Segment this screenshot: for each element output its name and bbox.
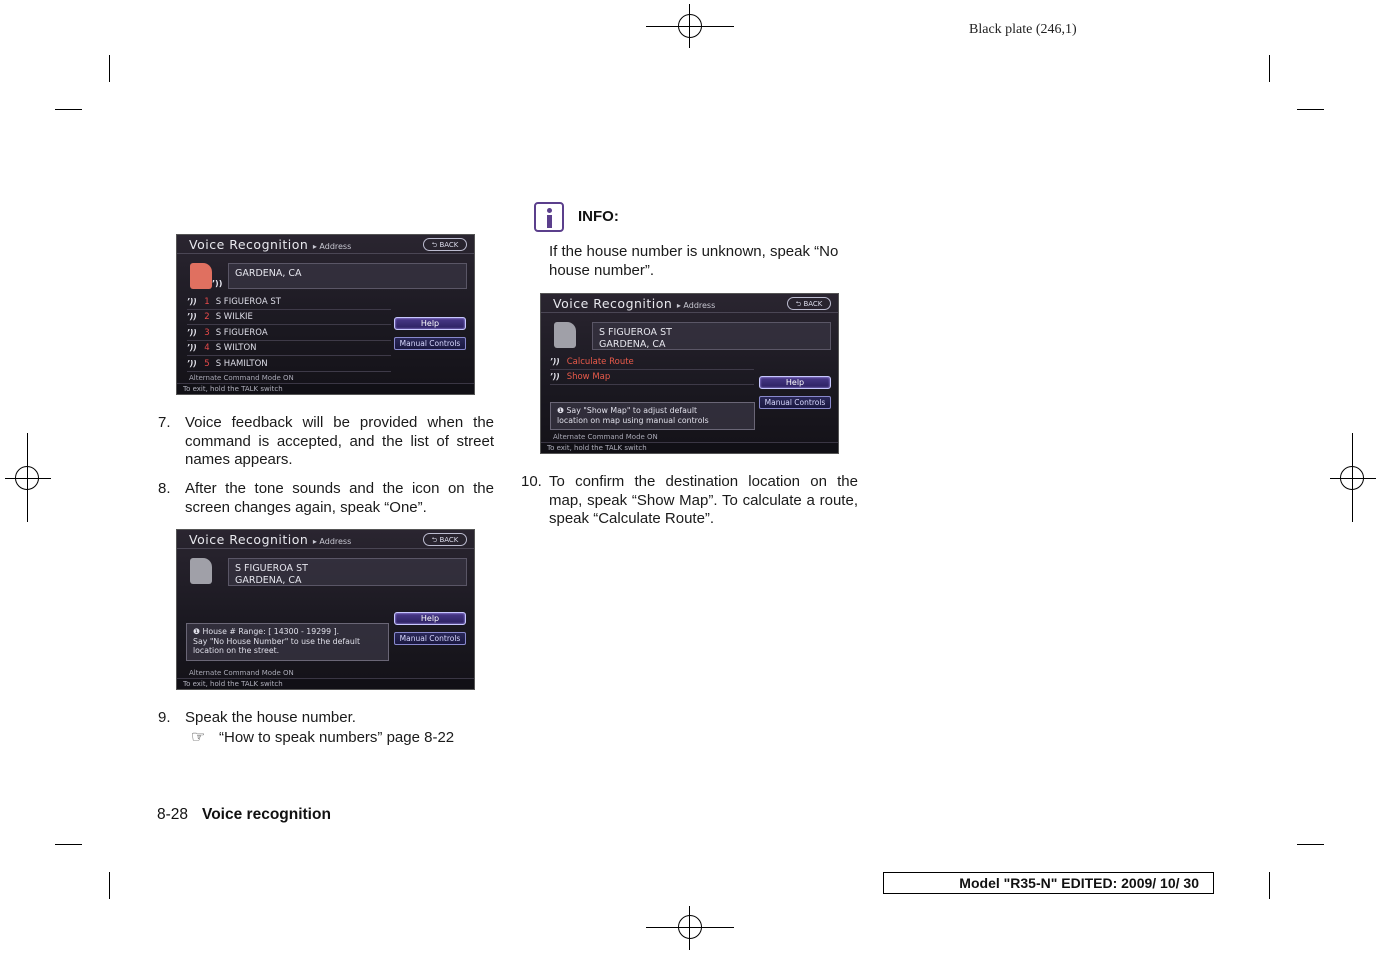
show-map-info: ❶ Say "Show Map" to adjust default location on map using manual controls: [550, 402, 755, 430]
screen-street-list: [176, 234, 475, 395]
back-button[interactable]: ⮌ BACK: [787, 297, 831, 310]
help-button[interactable]: Help: [394, 612, 466, 625]
manual-controls-button[interactable]: Manual Controls: [394, 337, 466, 350]
screen-title: Voice Recognition ▸ Address: [553, 296, 716, 311]
exit-hint: To exit, hold the TALK switch: [177, 678, 474, 689]
screen-house-number: [176, 529, 475, 690]
info-title: INFO:: [578, 208, 619, 225]
alternate-mode-status: Alternate Command Mode ON: [189, 669, 294, 677]
calculate-route-item[interactable]: ʼ)) Calculate Route: [550, 355, 754, 370]
back-button[interactable]: ⮌ BACK: [423, 238, 467, 251]
voice-head-icon: [190, 263, 212, 289]
address-field: S FIGUEROA ST GARDENA, CA: [592, 322, 831, 350]
cross-reference: ☞ “How to speak numbers” page 8-22: [191, 729, 455, 746]
manual-controls-button[interactable]: Manual Controls: [759, 396, 831, 409]
manual-controls-button[interactable]: Manual Controls: [394, 632, 466, 645]
list-item[interactable]: ʼ)) 3 S FIGUEROA: [187, 326, 391, 341]
exit-hint: To exit, hold the TALK switch: [541, 442, 838, 453]
plate-label: Black plate (246,1): [969, 22, 1077, 37]
exit-hint: To exit, hold the TALK switch: [177, 383, 474, 394]
show-map-item[interactable]: ʼ)) Show Map: [550, 370, 754, 385]
info-text: If the house number is unknown, speak “No house number”.: [549, 243, 839, 279]
pointing-hand-icon: ☞: [191, 729, 206, 746]
sound-wave-icon: ʼ)): [212, 279, 223, 288]
voice-head-icon: [190, 558, 212, 584]
alternate-mode-status: Alternate Command Mode ON: [189, 374, 294, 382]
voice-head-icon: [554, 322, 576, 348]
list-item[interactable]: ʼ)) 2 S WILKIE: [187, 310, 391, 325]
back-button[interactable]: ⮌ BACK: [423, 533, 467, 546]
screen-title: Voice Recognition ▸ Address: [189, 532, 352, 547]
screen-confirm-destination: [540, 293, 839, 454]
step-9: 9. Speak the house number.: [158, 709, 356, 726]
address-field: S FIGUEROA ST GARDENA, CA: [228, 558, 467, 586]
address-field: GARDENA, CA: [228, 263, 467, 289]
step-10: 10. To confirm the destination location on the map, speak “Show Map”. To calculate a route, speak “Calculate Route”.: [521, 473, 858, 527]
house-range-info: ❶ House # Range: [ 14300 - 19299 ]. Say "No House Number" to use the default location on the street.: [186, 623, 389, 661]
section-title: Voice recognition: [202, 806, 331, 823]
info-icon: [534, 202, 564, 232]
step-8: 8. After the tone sounds and the icon on the screen changes again, speak “One”.: [158, 480, 494, 516]
help-button[interactable]: Help: [759, 376, 831, 389]
list-item[interactable]: ʼ)) 1 S FIGUEROA ST: [187, 295, 391, 310]
list-item[interactable]: ʼ)) 5 S HAMILTON: [187, 357, 391, 372]
help-button[interactable]: Help: [394, 317, 466, 330]
page-number: 8-28: [157, 806, 189, 823]
list-item[interactable]: ʼ)) 4 S WILTON: [187, 341, 391, 356]
page-footer: [157, 806, 331, 824]
screen-title: Voice Recognition ▸ Address: [189, 237, 352, 252]
model-edited-label: Model "R35-N" EDITED: 2009/ 10/ 30: [883, 872, 1214, 894]
step-7: 7. Voice feedback will be provided when the command is accepted, and the list of street names appears.: [158, 414, 494, 468]
alternate-mode-status: Alternate Command Mode ON: [553, 433, 658, 441]
